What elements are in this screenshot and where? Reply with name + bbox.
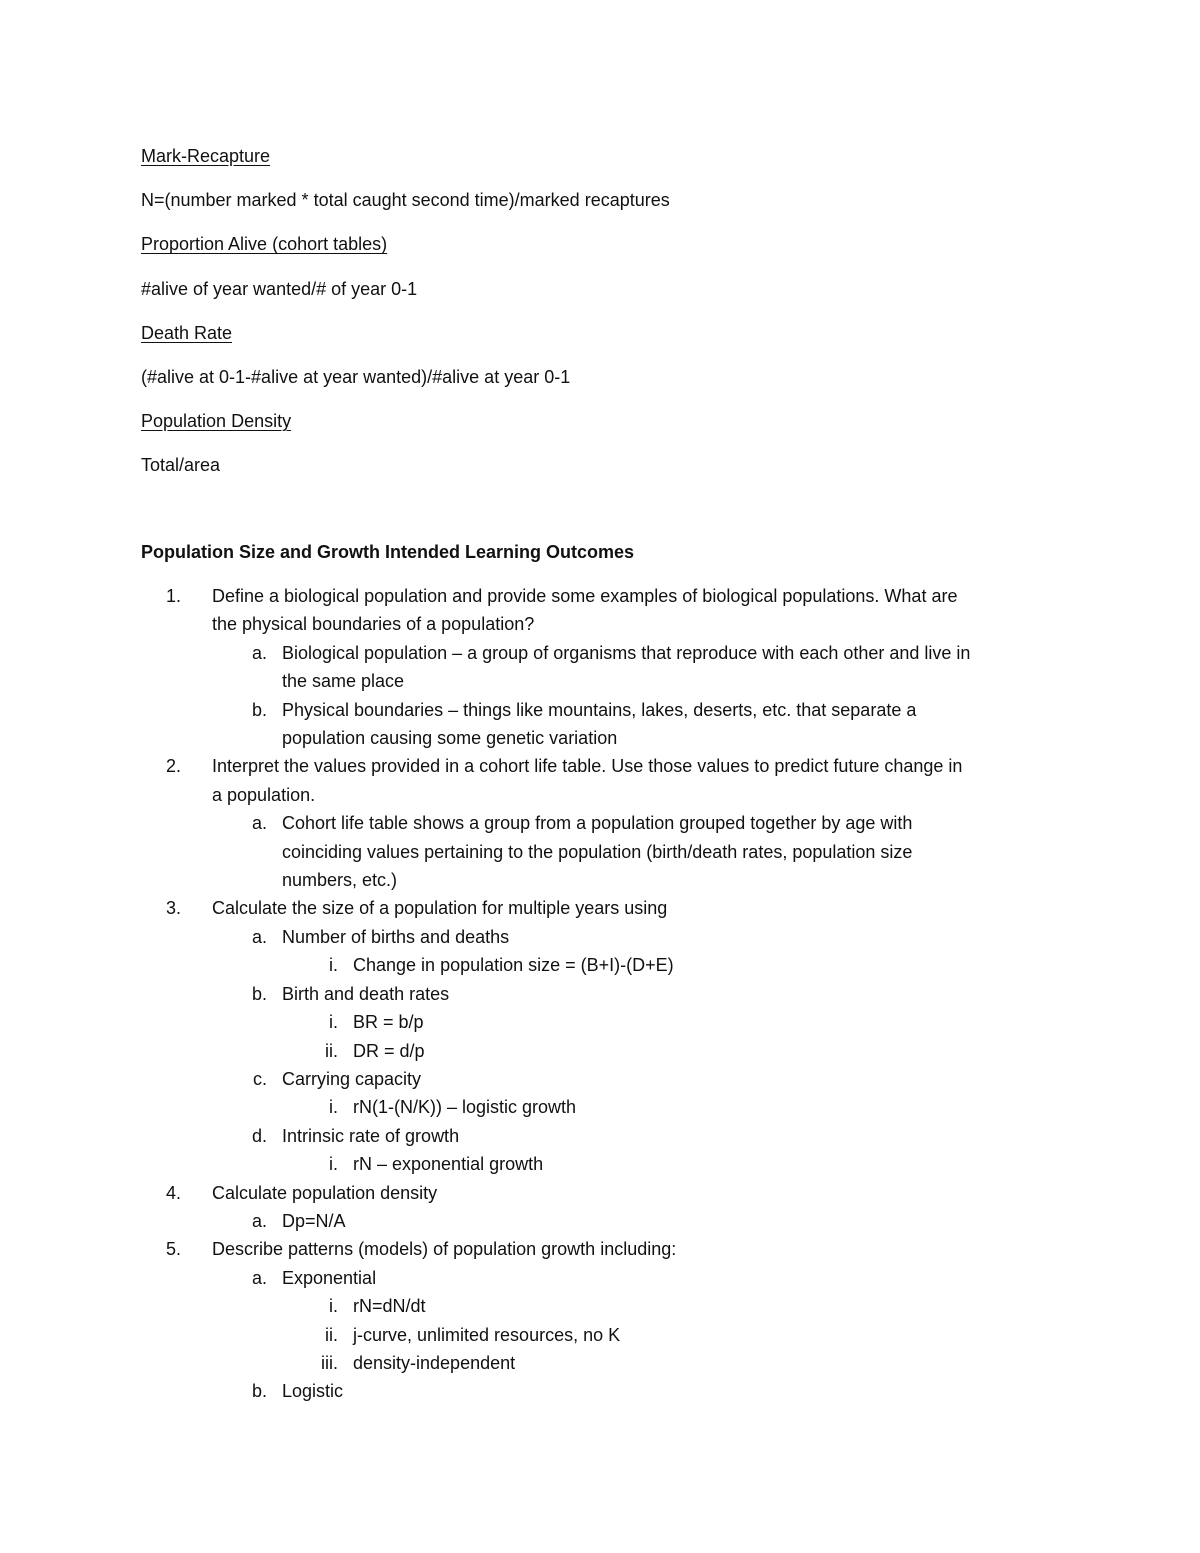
outline-item-text: Exponential: [282, 1267, 377, 1288]
outline-item-text: rN(1-(N/K)) – logistic growth: [353, 1097, 577, 1118]
outline-item-text: Cohort life table shows a group from a population grouped together by age with: [282, 813, 913, 834]
outline-item-level-3: [141, 1008, 1061, 1036]
outline-item-level-1: [141, 582, 1061, 639]
outline-item-level-2: [141, 923, 1061, 951]
outline-item-text: Intrinsic rate of growth: [282, 1125, 460, 1146]
formula-title: Proportion Alive (cohort tables): [141, 234, 388, 255]
outline-item-level-1: [141, 894, 1061, 922]
formula-text: Total/area: [141, 455, 221, 476]
outline-item-level-3: [141, 1037, 1061, 1065]
list-marker: ii.: [325, 1040, 338, 1061]
list-marker: b.: [251, 699, 267, 720]
outline-item-level-3: [141, 1349, 1061, 1377]
list-marker: a.: [251, 1267, 267, 1288]
list-marker: a.: [251, 926, 267, 947]
outline-item-text: Dp=N/A: [282, 1210, 346, 1231]
list-marker: i.: [329, 955, 338, 976]
outline-item-text: Logistic: [282, 1381, 344, 1402]
formula-text: N=(number marked * total caught second time)/marked recaptures: [141, 190, 670, 211]
outline-item-text: rN=dN/dt: [353, 1296, 426, 1317]
list-marker: b.: [251, 983, 267, 1004]
outline-item-level-3: [141, 1321, 1061, 1349]
outline-item-text: DR = d/p: [353, 1040, 425, 1061]
outline-item-level-2: [141, 1207, 1061, 1235]
outline-item-text: Change in population size = (B+I)-(D+E): [353, 955, 674, 976]
list-marker: 4.: [165, 1182, 181, 1203]
outline-item-text: Calculate the size of a population for multiple years using: [212, 898, 668, 919]
outline-item-level-3: [141, 1150, 1061, 1178]
outline-item-level-2: [141, 696, 1061, 753]
list-marker: c.: [252, 1068, 267, 1089]
outline-item-level-1: [141, 1179, 1061, 1207]
list-marker: ii.: [325, 1324, 338, 1345]
list-marker: a.: [251, 813, 267, 834]
outline-item-text: rN – exponential growth: [353, 1154, 544, 1175]
formula-text: (#alive at 0-1-#alive at year wanted)/#alive at year 0-1: [141, 367, 571, 388]
formula-section: [141, 142, 1091, 496]
list-marker: i.: [329, 1154, 338, 1175]
list-marker: iii.: [321, 1352, 338, 1373]
outline-item-level-2: [141, 639, 1061, 696]
list-marker: i.: [329, 1296, 338, 1317]
outline-item-text: Interpret the values provided in a cohort life table. Use those values to predict future change in: [212, 756, 963, 777]
outline-item-text: Birth and death rates: [282, 983, 450, 1004]
outline-item-level-2: [141, 1377, 1061, 1405]
outline-item-text: Calculate population density: [212, 1182, 438, 1203]
learning-outcomes-list: [141, 582, 1061, 1406]
outline-item-level-3: [141, 1292, 1061, 1320]
outline-item-text: population causing some genetic variation: [282, 728, 618, 749]
outline-item-text: density-independent: [353, 1352, 516, 1373]
outline-item-text: Describe patterns (models) of population growth including:: [212, 1239, 677, 1260]
list-marker: d.: [251, 1125, 267, 1146]
outline-item-level-3: [141, 1093, 1061, 1121]
formula-title: Death Rate: [141, 322, 233, 343]
list-marker: 3.: [165, 898, 181, 919]
outline-item-text: coinciding values pertaining to the population (birth/death rates, population size: [282, 841, 913, 862]
list-marker: b.: [251, 1381, 267, 1402]
outline-item-level-1: [141, 752, 1061, 809]
formula-text: #alive of year wanted/# of year 0-1: [141, 278, 418, 299]
outline-item-text: numbers, etc.): [282, 870, 398, 891]
outline-item-level-3: [141, 951, 1061, 979]
outline-item-text: Number of births and deaths: [282, 926, 510, 947]
list-marker: 2.: [165, 756, 181, 777]
outline-item-text: j-curve, unlimited resources, no K: [353, 1324, 621, 1345]
list-marker: a.: [251, 1210, 267, 1231]
outline-item-level-2: [141, 1122, 1061, 1150]
list-marker: i.: [329, 1097, 338, 1118]
list-marker: 5.: [165, 1239, 181, 1260]
outline-item-level-2: [141, 980, 1061, 1008]
outline-item-level-2: [141, 1264, 1061, 1292]
outline-item-level-1: [141, 1235, 1061, 1263]
formula-title: Mark-Recapture: [141, 146, 271, 166]
outline-item-text: Carrying capacity: [282, 1068, 422, 1089]
list-marker: a.: [251, 642, 267, 663]
outcomes-heading: Population Size and Growth Intended Learning Outcomes: [141, 542, 635, 562]
outline-item-text: Define a biological population and provide some examples of biological populations. What are: [212, 586, 958, 606]
list-marker: 1.: [165, 586, 181, 606]
outline-item-text: the same place: [282, 671, 405, 692]
outline-item-text: Physical boundaries – things like mountains, lakes, deserts, etc. that separate a: [282, 699, 917, 720]
outline-item-text: BR = b/p: [353, 1012, 424, 1033]
list-marker: i.: [329, 1012, 338, 1033]
formula-title: Population Density: [141, 411, 292, 432]
outline-item-text: the physical boundaries of a population?: [212, 614, 535, 635]
outline-item-text: a population.: [212, 784, 316, 805]
outline-item-text: Biological population – a group of organisms that reproduce with each other and live in: [282, 642, 971, 663]
outline-item-level-2: [141, 1065, 1061, 1093]
outline-item-level-2: [141, 809, 1061, 894]
